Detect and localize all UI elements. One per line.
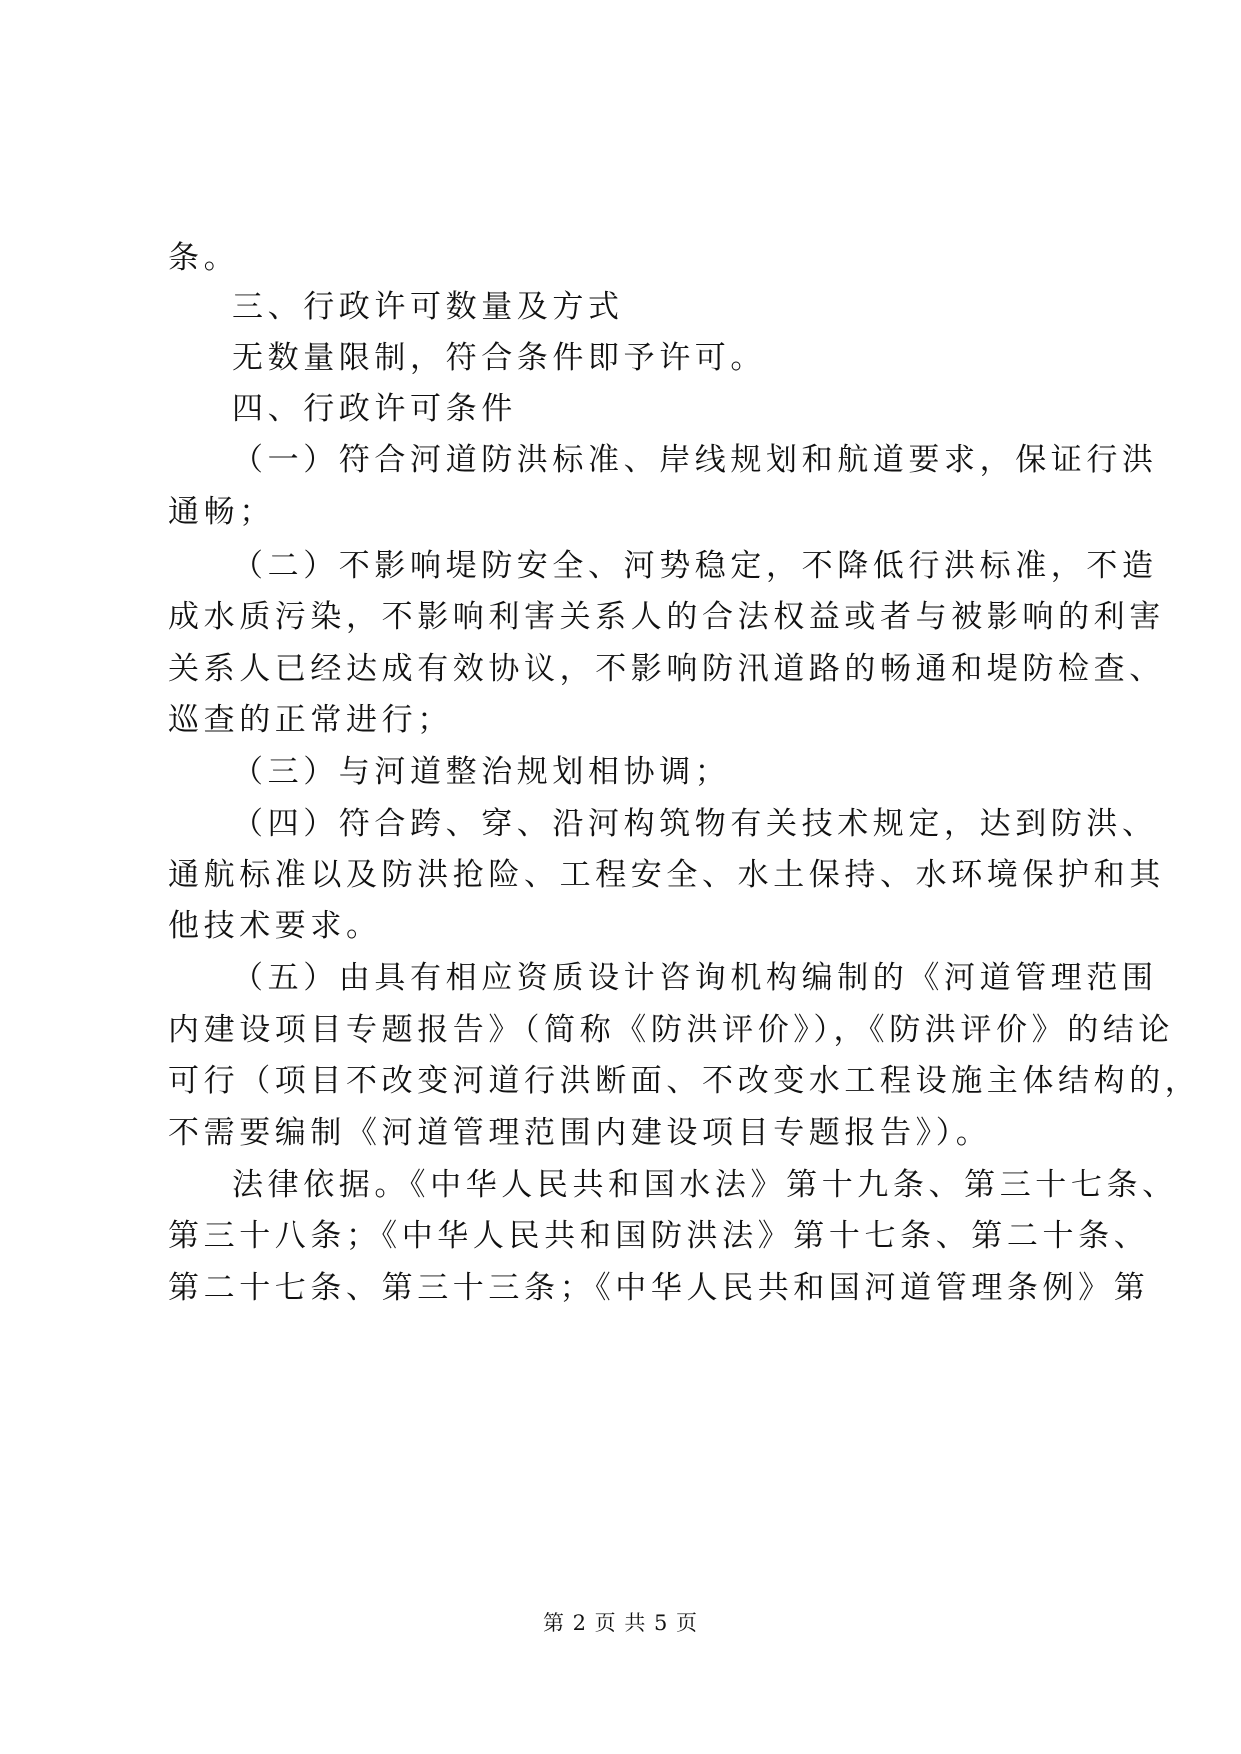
- text-line: 不需要编制《河道管理范围内建设项目专题报告》）。: [168, 1115, 992, 1151]
- text-line: 无数量限制，符合条件即予许可。: [232, 340, 766, 376]
- section-heading: 四、行政许可条件: [232, 391, 517, 427]
- text-line: 第二十七条、第三十三条；《中华人民共和国河道管理条例》第: [168, 1270, 1150, 1306]
- text-line: 内建设项目专题报告》（简称《防洪评价》），《防洪评价》的结论: [168, 1012, 1174, 1048]
- text-line: 关系人已经达成有效协议，不影响防汛道路的畅通和堤防检查、: [168, 651, 1165, 687]
- text-line: （四）符合跨、穿、沿河构筑物有关技术规定，达到防洪、: [232, 806, 1158, 842]
- text-line: （一）符合河道防洪标准、岸线规划和航道要求，保证行洪: [232, 442, 1158, 478]
- text-line: 第三十八条；《中华人民共和国防洪法》第十七条、第二十条、: [168, 1218, 1150, 1254]
- text-line: （五）由具有相应资质设计咨询机构编制的《河道管理范围: [232, 960, 1158, 996]
- text-line: 条。: [168, 240, 240, 276]
- text-line: 通航标准以及防洪抢险、工程安全、水土保持、水环境保护和其: [168, 857, 1165, 893]
- text-line: 可行（项目不改变河道行洪断面、不改变水工程设施主体结构的，: [168, 1063, 1201, 1099]
- text-line: 巡查的正常进行；: [168, 702, 453, 738]
- page-number-footer: 第 2 页 共 5 页: [542, 1611, 699, 1635]
- text-line: （二）不影响堤防安全、河势稳定，不降低行洪标准，不造: [232, 548, 1158, 584]
- text-line: 成水质污染，不影响利害关系人的合法权益或者与被影响的利害: [168, 599, 1165, 635]
- text-line: 法律依据。《中华人民共和国水法》第十九条、第三十七条、: [232, 1167, 1178, 1203]
- text-line: 他技术要求。: [168, 908, 382, 944]
- text-line: 通畅；: [168, 494, 275, 530]
- text-line: （三）与河道整治规划相协调；: [232, 754, 731, 790]
- section-heading: 三、行政许可数量及方式: [232, 289, 624, 325]
